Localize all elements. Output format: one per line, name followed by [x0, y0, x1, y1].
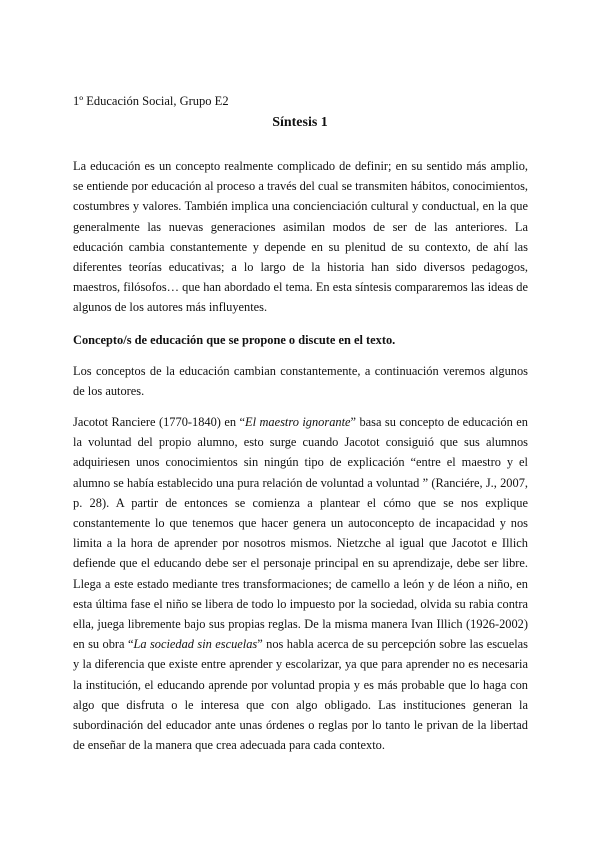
concepts-paragraph: Los conceptos de la educación cambian constantemente, a continuación veremos algunos de los autores. — [73, 363, 528, 398]
book-title-sociedad-sin-escuelas: La sociedad sin escuelas — [133, 637, 258, 652]
main-paragraph — [73, 412, 528, 755]
book-title-maestro-ignorante: El maestro ignorante — [245, 415, 351, 430]
section-heading: Concepto/s de educación que se propone o discute en el texto. — [73, 332, 396, 347]
document-header: 1º Educación Social, Grupo E2 — [73, 94, 229, 108]
main-paragraph-text-3: ” nos habla acerca de su percepción sobre las escuelas y la diferencia que existe entre aprender y escolarizar, ya que para aprender no es necesaria la institución, el educando aprende por voluntad propia y es más probable que lo haga con algo que disfruta o le interesa que con algo obligado. Las instituciones generan la subordinación del educador ante unas órdenes o reglas por lo tanto le privan de la libertad de enseñar de la manera que crea adecuada para cada contexto. — [73, 637, 528, 753]
document-body — [73, 156, 528, 755]
document-title: Síntesis 1 — [272, 115, 328, 130]
main-paragraph-text-1: Jacotot Ranciere (1770-1840) en “ — [73, 415, 245, 430]
main-paragraph-text-2: ” basa su concepto de educación en la voluntad del propio alumno, esto surge cuando Jacotot consiguió que sus alumnos adquiriesen unos conocimientos sin ningún tipo de explicación “entre el maestro y el alumno se había establecido una pura relación de voluntad a voluntad ” (Ranciére, J., 2007, p. 28). A partir de entonces se comienza a plantear el cómo que se nos explique constantemente lo que tenemos que hacer genera un autoconcepto de incapacidad y nos limita a la hora de aprender por nosotros mismos. Nietzche al igual que Jacotot e Illich defiende que el educando debe ser el personaje principal en su aprendizaje, debe ser libre. Llega a este estado mediante tres transformaciones; de camello a león y de léon a niño, en esta última fase el niño se libera de todo lo impuesto por la sociedad, olvida su rabia contra ella, juega libremente bajo sus propias reglas. De la misma manera Ivan Illich (1926-2002) en su obra “ — [73, 415, 528, 652]
intro-paragraph: La educación es un concepto realmente complicado de definir; en su sentido más amplio, se entiende por educación al proceso a través del cual se transmiten hábitos, conocimientos, costumbres y valores. También implica una concienciación cultural y conductual, en la que generalmente las nuevas generaciones asimilan modos de ser de las anteriores. La educación cambia constantemente y depende en su plenitud de su contexto, de ahí las diferentes teorías educativas; a lo largo de la historia han sido diversos pedagogos, maestros, filósofos… que han abordado el tema. En esta síntesis compararemos las ideas de algunos de los autores más influyentes. — [73, 159, 528, 315]
